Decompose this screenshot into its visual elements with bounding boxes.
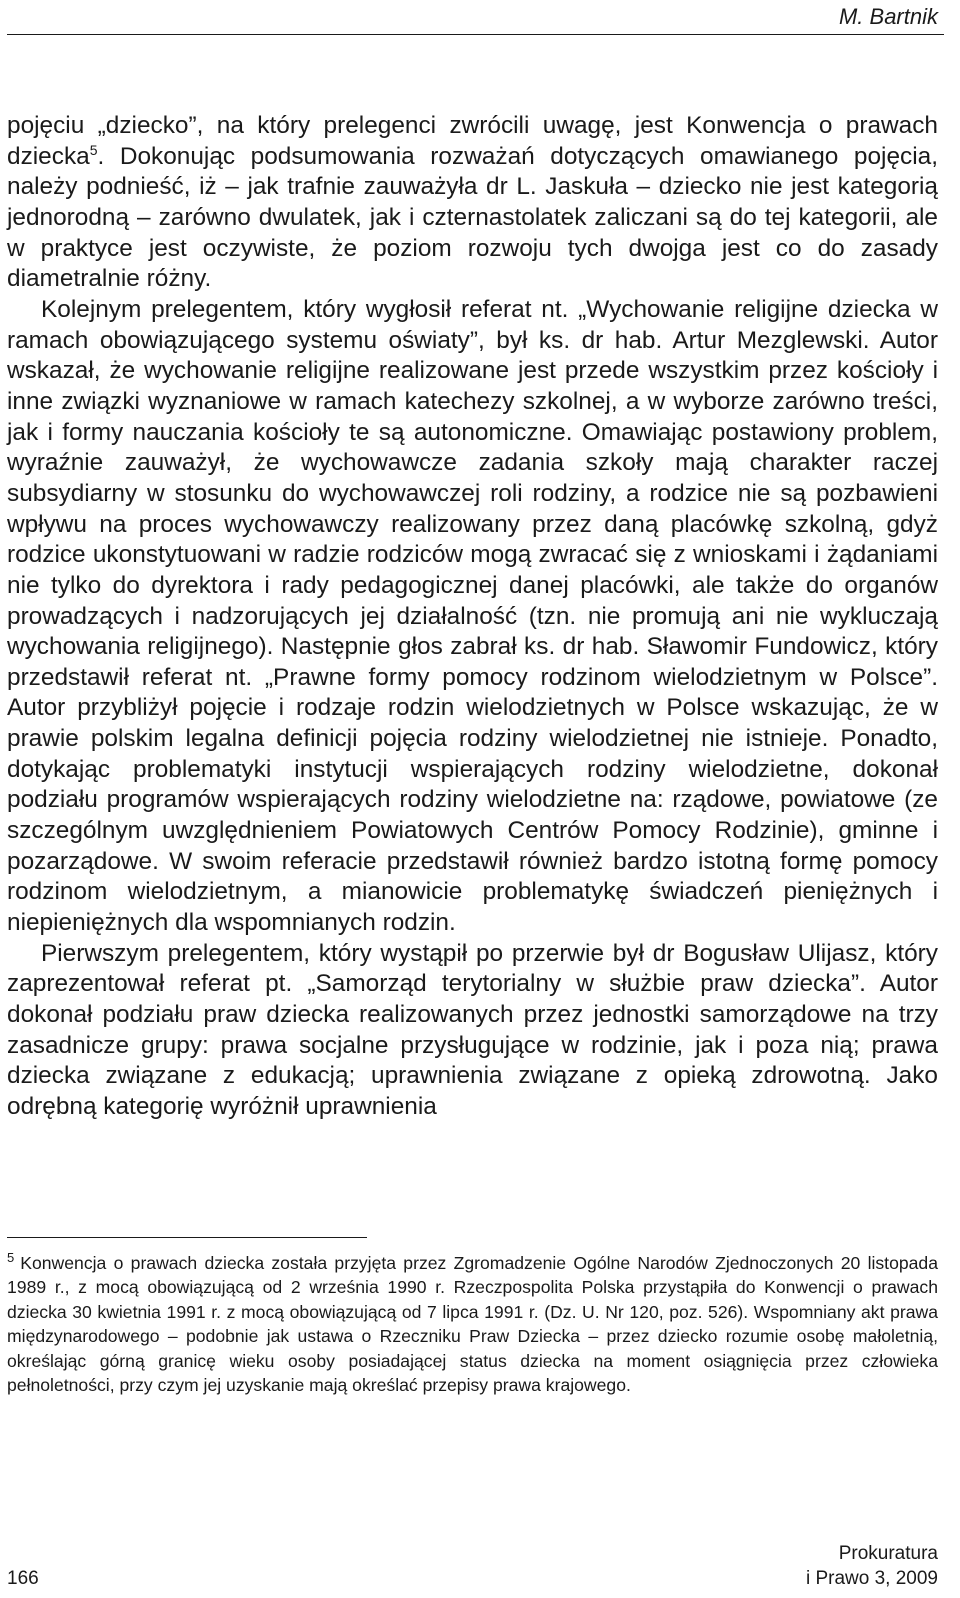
footnote-reference[interactable]: 5 — [89, 141, 98, 158]
footnote-5 — [7, 1251, 938, 1397]
header-rule — [7, 34, 944, 35]
journal-issue: i Prawo 3, 2009 — [805, 1568, 938, 1589]
paragraph-1-start: pojęciu „dziecko”, na który prelegenci zwrócili uwagę, jest Konwencja o prawach dziecka — [7, 112, 938, 170]
running-header-author: M. Bartnik — [838, 4, 938, 29]
body-text — [7, 111, 938, 1123]
paragraph-1 — [7, 111, 938, 295]
footnote-separator — [7, 1237, 367, 1238]
footnote-mark: 5 — [7, 1250, 15, 1266]
page-number: 166 — [7, 1568, 39, 1589]
paragraph-1-end: . Dokonując podsumowania rozważań dotyczących omawianego pojęcia, należy podnieść, iż – jak trafnie zauważyła dr L. Jaskuła – dziecko nie jest kategorią jednorodną – zarówno dwulatek, jak i czternastolatek zaliczani są do tej kategorii, ale w praktyce jest oczywiste, że poziom rozwoju tych dwojga jest co do zasady diametralnie różny. — [7, 142, 938, 293]
journal-title: Prokuratura — [838, 1543, 938, 1564]
paragraph-3: Pierwszym prelegentem, który wystąpił po przerwie był dr Bogusław Ulijasz, który zaprezentował referat pt. „Samorząd terytorialny w służbie praw dziecka”. Autor dokonał podziału praw dziecka realizowanych przez jednostki samorządowe na trzy zasadnicze grupy: prawa socjalne przysługujące w rodzinie, jak i poza nią; prawa dziecka związane z edukacją; uprawnienia związane z opieką zdrowotną. Jako odrębną kategorię wyróżnił uprawnienia — [7, 939, 938, 1120]
footnote-text: Konwencja o prawach dziecka została przyjęta przez Zgromadzenie Ogólne Narodów Zjednoczonych 20 listopada 1989 r., z mocą obowiązującą od 2 września 1990 r. Rzeczpospolita Polska przystąpiła do Konwencji o prawach dziecka 30 kwietnia 1991 r. z mocą obowiązującą od 7 lipca 1991 r. (Dz. U. Nr 120, poz. 526). Wspomniany akt prawa międzynarodowego – podobnie jak ustawa o Rzeczniku Praw Dziecka – przez dziecko rozumie osobę małoletnią, określając górną granicę wieku osoby posiadającej status dziecka na moment osiągnięcia przez człowieka pełnoletności, przy czym jej uzyskanie mają określać przepisy prawa krajowego. — [7, 1253, 938, 1396]
paragraph-2: Kolejnym prelegentem, który wygłosił referat nt. „Wychowanie religijne dziecka w ramach obowiązującego systemu oświaty”, był ks. dr hab. Artur Mezglewski. Autor wskazał, że wychowanie religijne realizowane jest przede wszystkim przez kościoły i inne związki wyznaniowe w ramach katechezy szkolnej, a w wyborze zarówno treści, jak i formy nauczania kościoły te są autonomiczne. Omawiając postawiony problem, wyraźnie zauważył, że wychowawcze zadania szkoły mają charakter raczej subsydiarny w stosunku do wychowawczej roli rodziny, a rodzice nie są pozbawieni wpływu na proces wychowawczy realizowany przez daną placówkę szkolną, gdyż rodzice ukonstytuowani w radzie rodziców mogą zwracać się z wnioskami i żądaniami nie tylko do dyrektora i rady pedagogicznej danej placówki, ale także do organów prowadzących i nadzorujących jej działalność (tzn. nie promują ani nie wykluczają wychowania religijnego). Następnie głos zabrał ks. dr hab. Sławomir Fundowicz, który przedstawił referat nt. „Prawne formy pomocy rodzinom wielodzietnym w Polsce”. Autor przybliżył pojęcie i rodzaje rodzin wielodzietnych w Polsce wskazując, że w prawie polskim legalna definicji pojęcia rodziny wielodzietnej nie istnieje. Ponadto, dotykając problematyki instytucji wspierających rodziny wielodzietne, dokonał podziału programów wspierających rodziny wielodzietne na: rządowe, powiatowe (ze szczególnym uwzględnieniem Powiatowych Centrów Pomocy Rodzinie), gminne i pozarządowe. W swoim referacie przedstawił również bardzo istotną formę pomocy rodzinom wielodzietnym, a mianowicie problematykę świadczeń pieniężnych i niepieniężnych dla wspomnianych rodzin. — [7, 295, 938, 937]
journal-name — [806, 1541, 938, 1591]
